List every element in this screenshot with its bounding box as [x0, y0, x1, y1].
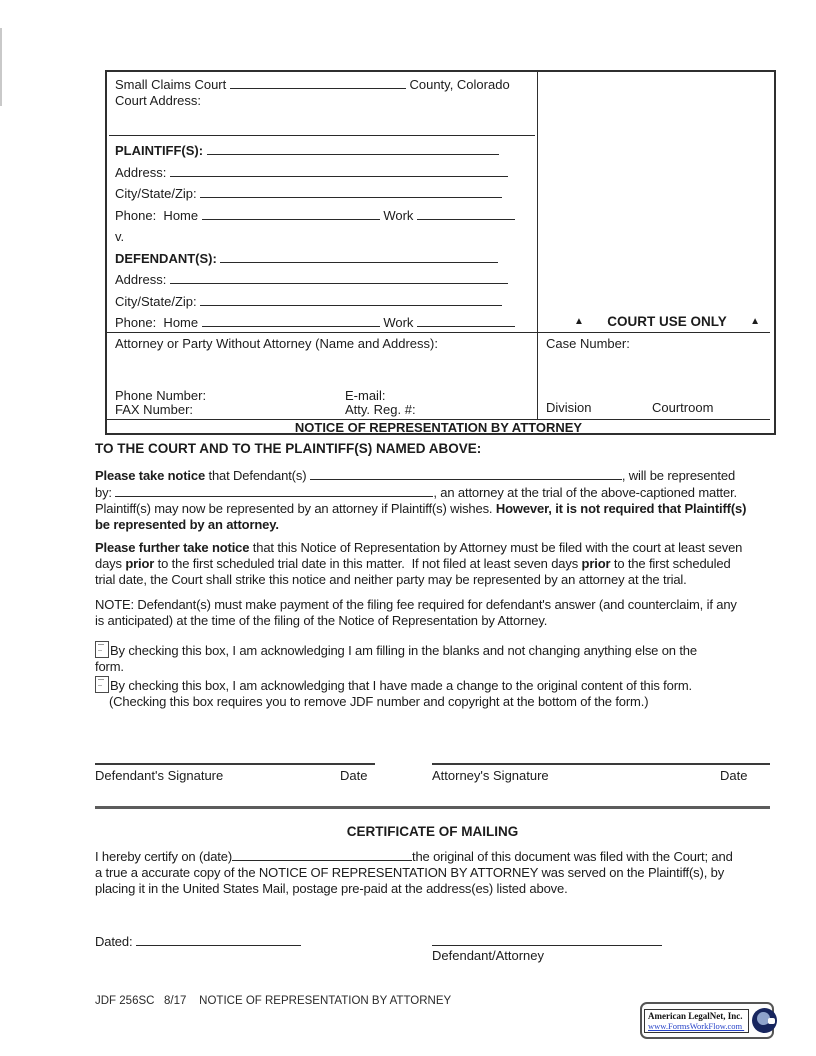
- take-notice-text1: that Defendant(s): [205, 468, 310, 483]
- court-use-arrow-right-icon: ▲: [750, 316, 760, 327]
- changed-form-note: (Checking this box requires you to remove JDF number and copyright at the bottom of the form.): [109, 694, 649, 709]
- represented-bold-text: be represented by an attorney.: [95, 517, 279, 532]
- court-info-block: [115, 76, 535, 109]
- dated-blank[interactable]: [136, 933, 301, 946]
- checkbox-section: [95, 641, 785, 710]
- defendant-signature-label: Defendant's Signature: [95, 768, 224, 783]
- changed-form-text: By checking this box, I am acknowledging that I have made a change to the original content of this form.: [110, 678, 693, 693]
- defendants-label: DEFENDANT(S):: [115, 250, 221, 266]
- caption-box: [105, 70, 776, 435]
- scan-edge-artifact: [0, 28, 2, 106]
- prior-bold-1: prior: [125, 556, 155, 571]
- attorney-header-label: Attorney or Party Without Attorney (Name and Address):: [115, 336, 438, 351]
- further-notice-text2: to the first scheduled trial date in this matter. If not filed at least seven days: [154, 556, 582, 571]
- plaintiff-work-phone-blank[interactable]: [417, 207, 515, 220]
- fill-blanks-text2: form.: [95, 659, 124, 674]
- certify-text3: placing it in the United States Mail, postage pre-paid at the address(es) listed above.: [95, 881, 568, 896]
- attorney-trial-text: , an attorney at the trial of the above-captioned matter.: [433, 485, 738, 500]
- case-number-cell[interactable]: [546, 336, 766, 415]
- certificate-paragraph: [95, 848, 785, 897]
- defendant-phone-label: Phone: Home: [115, 315, 202, 330]
- attorney-fax-label: FAX Number:: [115, 402, 194, 417]
- plaintiff-citystatezip-label: City/State/Zip:: [115, 186, 201, 201]
- defendant-home-phone-blank[interactable]: [202, 314, 380, 327]
- logo-website-link[interactable]: www.FormsWorkFlow.com: [648, 1020, 745, 1031]
- court-name-blank[interactable]: [230, 76, 406, 89]
- plaintiff-work-label: Work: [379, 207, 418, 223]
- form-number-footer: JDF 256SC 8/17 NOTICE OF REPRESENTATION BY ATTORNEY: [95, 995, 452, 1007]
- court-use-only-row: [538, 314, 770, 329]
- logo-text-box: [644, 1009, 749, 1033]
- court-use-only-label: COURT USE ONLY: [607, 314, 727, 329]
- attorney-reg-label: Atty. Reg. #:: [345, 402, 416, 417]
- caption-address-rule: [109, 135, 535, 136]
- division-label: Division: [546, 400, 592, 415]
- defendant-name-blank[interactable]: [220, 250, 498, 263]
- defendant-address-blank[interactable]: [170, 271, 508, 284]
- defendant-work-phone-blank[interactable]: [417, 314, 515, 327]
- fill-blanks-text: By checking this box, I am acknowledging I am filling in the blanks and not changing anything else on the: [110, 643, 697, 658]
- plaintiff-name-blank[interactable]: [207, 142, 499, 155]
- defendant-citystatezip-label: City/State/Zip:: [115, 293, 201, 309]
- certify-text2: a true a accurate copy of the NOTICE OF REPRESENTATION BY ATTORNEY was served on the Plaintiff(s), by: [95, 865, 725, 880]
- attorney-email-label: E-mail:: [345, 388, 386, 403]
- note-line1: NOTE: Defendant(s) must make payment of the filing fee required for defendant's answer (and counterclaim, if any: [95, 597, 737, 612]
- defendant-attorney-signature-line[interactable]: [432, 945, 662, 946]
- caption-box-vertical-divider: [537, 72, 538, 419]
- dated-line: [95, 933, 301, 950]
- court-address-label: Court Address:: [115, 93, 201, 108]
- days-text: days: [95, 556, 126, 571]
- defendant-citystatezip-blank[interactable]: [200, 293, 502, 306]
- plaintiff-citystatezip-blank[interactable]: [200, 185, 502, 198]
- paragraph-take-notice: [95, 467, 785, 533]
- attorney-signature-line[interactable]: [432, 763, 770, 765]
- by-label: by:: [95, 485, 116, 500]
- county-colorado-label: County, Colorado: [405, 77, 510, 92]
- attorney-phone-label: Phone Number:: [115, 388, 207, 403]
- attorney-name-blank[interactable]: [115, 484, 433, 497]
- take-notice-bold: Please take notice: [95, 468, 206, 483]
- globe-icon: [752, 1008, 777, 1033]
- attorney-date-label: Date: [720, 768, 748, 783]
- prior-bold-2: prior: [581, 556, 611, 571]
- paragraph-note: [95, 597, 785, 629]
- plaintiffs-label: PLAINTIFF(S):: [115, 143, 207, 158]
- further-notice-bold: Please further take notice: [95, 540, 250, 555]
- versus-label: v.: [115, 229, 125, 244]
- plaintiff-may-text: Plaintiff(s) may now be represented by an attorney if Plaintiff(s) wishes.: [95, 501, 496, 516]
- addressee-line: TO THE COURT AND TO THE PLAINTIFF(S) NAMED ABOVE:: [95, 441, 482, 456]
- plaintiff-address-label: Address:: [115, 164, 170, 180]
- further-notice-text1: that this Notice of Representation by Attorney must be filed with the court at least seven: [249, 540, 743, 555]
- note-line2: is anticipated) at the time of the filing of the Notice of Representation by Attorney.: [95, 613, 548, 628]
- defendant-attorney-label: Defendant/Attorney: [432, 948, 545, 963]
- courtroom-label: Courtroom: [652, 400, 714, 415]
- further-notice-text4: trial date, the Court shall strike this notice and neither party may be represented by an attorney at the trial.: [95, 572, 687, 587]
- further-notice-text3: to the first scheduled: [610, 556, 731, 571]
- form-title: NOTICE OF REPRESENTATION BY ATTORNEY: [294, 420, 583, 435]
- fill-blanks-checkbox[interactable]: [95, 641, 109, 658]
- parties-block: [115, 140, 535, 334]
- dated-label: Dated:: [95, 934, 136, 949]
- globe-icon-notch: [768, 1018, 775, 1024]
- plaintiff-address-blank[interactable]: [170, 164, 508, 177]
- small-claims-court-label: Small Claims Court: [115, 77, 230, 92]
- plaintiff-phone-label: Phone: Home: [115, 207, 202, 223]
- paragraph-further-notice: [95, 540, 785, 588]
- defendant-work-label: Work: [379, 315, 418, 330]
- attorney-info-cell[interactable]: [115, 336, 535, 417]
- defendant-address-label: Address:: [115, 272, 170, 287]
- certify-date-text: I hereby certify on (date): [95, 849, 232, 864]
- defendant-signature-line[interactable]: [95, 763, 375, 765]
- certificate-title: CERTIFICATE OF MAILING: [346, 824, 519, 839]
- section-divider: [95, 806, 770, 809]
- case-number-label: Case Number:: [546, 336, 630, 351]
- attorney-signature-label: Attorney's Signature: [432, 768, 549, 783]
- certify-text1: the original of this document was filed with the Court; and: [412, 849, 733, 864]
- american-legalnet-logo[interactable]: [640, 1002, 774, 1039]
- take-notice-text2: , will be represented: [621, 468, 736, 483]
- defendant-represented-blank[interactable]: [310, 467, 622, 480]
- certify-date-blank[interactable]: [232, 848, 412, 861]
- however-bold-text: However, it is not required that Plaintiff(s): [495, 501, 747, 516]
- plaintiff-home-phone-blank[interactable]: [202, 207, 380, 220]
- court-use-arrow-left-icon: ▲: [574, 316, 584, 327]
- defendant-date-label: Date: [340, 768, 368, 783]
- changed-form-checkbox[interactable]: [95, 676, 109, 693]
- logo-company-name: American LegalNet, Inc.: [648, 1010, 745, 1021]
